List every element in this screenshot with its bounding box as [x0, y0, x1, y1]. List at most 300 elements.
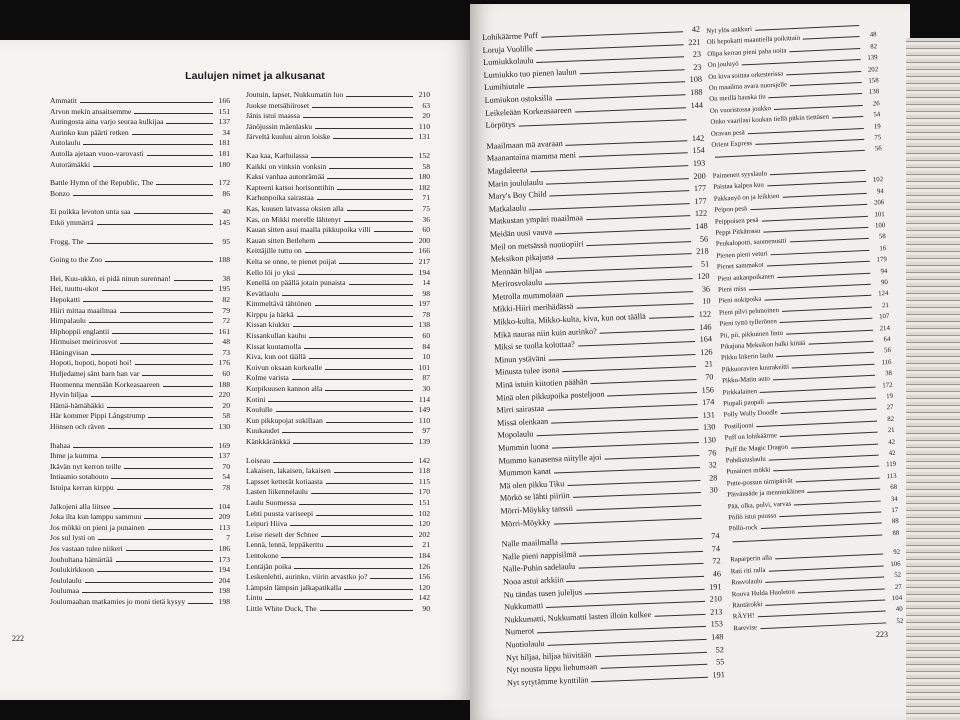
page-ref: 102: [872, 176, 884, 184]
leader-line: [796, 477, 880, 482]
page-ref: 21: [881, 301, 890, 310]
song-title: Rarevise: [733, 624, 758, 633]
group-gap: [50, 170, 230, 178]
index-entry: [246, 530, 430, 541]
leader-line: [349, 284, 413, 285]
leader-line: [268, 401, 413, 402]
song-title: Aurinko kun päärti retken: [50, 127, 129, 137]
index-entry: [246, 373, 430, 384]
page-ref: 82: [887, 415, 895, 423]
group-gap: [50, 266, 230, 274]
page-ref: 144: [690, 100, 704, 110]
page-ref: 138: [418, 320, 430, 330]
leader-line: [786, 329, 873, 334]
page-ref: 186: [218, 543, 230, 553]
leader-line: [91, 396, 213, 397]
song-title: Hepokatti: [50, 294, 80, 304]
page-ref: 56: [699, 233, 709, 244]
page-ref: 10: [702, 296, 711, 307]
leader-line: [166, 123, 213, 124]
page-ref: 142: [691, 133, 705, 143]
index-entry: [50, 565, 230, 576]
leader-line: [781, 409, 877, 414]
index-entry: [50, 502, 230, 513]
page-ref: 79: [222, 305, 230, 315]
page-ref: 7: [226, 533, 230, 543]
leader-line: [334, 472, 413, 473]
leader-line: [333, 138, 413, 139]
song-title: Hei, Kuu-ukko, ei pidä ninun surennan!: [50, 273, 171, 283]
leader-line: [755, 25, 859, 31]
page-ref: [869, 170, 883, 171]
song-title: Pirkkalainen: [722, 387, 758, 397]
index-entry: [246, 540, 430, 551]
leader-line: [761, 215, 867, 221]
page-ref: 42: [888, 449, 896, 458]
page-ref: 54: [222, 472, 230, 482]
page-ref: 32: [708, 460, 717, 470]
page-ref: 20: [222, 400, 230, 410]
song-title: Paimenen syyslaulu: [712, 170, 768, 180]
song-title: Etkö ymmärrä: [50, 217, 94, 227]
leader-line: [779, 512, 881, 518]
song-title: Marin joululaulu: [487, 177, 544, 189]
song-title: Nalle-Puhin sadelaulu: [502, 562, 576, 574]
song-title: Hiphoppii englantii: [50, 326, 110, 336]
page-ref: 172: [882, 381, 893, 389]
page-ref: 76: [707, 447, 717, 458]
song-title: Pikajuna Meksikon halki kiitää: [720, 339, 806, 351]
page-ref: 220: [218, 390, 230, 400]
index-entry: [246, 477, 430, 488]
song-title: Postiljooni: [724, 422, 754, 431]
leader-line: [344, 589, 413, 590]
song-title: Joululaulu: [50, 575, 82, 585]
page-ref: 63: [422, 100, 430, 110]
song-title: Peukalopotti, suomenustti: [715, 237, 787, 249]
song-title: Minun ystäväni: [494, 353, 546, 365]
index-entry: [50, 380, 230, 391]
leader-line: [580, 69, 685, 74]
page-ref: 97: [422, 426, 430, 436]
page-ref: 151: [218, 106, 230, 116]
leader-line: [329, 168, 413, 169]
leader-line: [120, 312, 213, 313]
page-ref: 78: [222, 483, 230, 492]
index-entry: [50, 472, 230, 483]
song-title: Räntärokki: [732, 600, 763, 610]
page-ref: 42: [691, 24, 701, 34]
page-ref: 209: [218, 512, 230, 522]
song-title: Mörri-Möykky: [500, 517, 551, 529]
song-title: Kuukaudet: [246, 426, 280, 436]
page-ref: 100: [874, 221, 886, 230]
page-ref: 58: [878, 233, 886, 241]
page-ref: 60: [422, 225, 430, 235]
song-title: Battle Hymn of the Republic, The: [50, 178, 154, 188]
page-ref: 94: [880, 267, 888, 275]
song-title: Ammatit: [50, 96, 77, 105]
song-title: Mörkö se lähti piiriin: [499, 491, 570, 504]
song-title: Lohikäärme Puff: [482, 30, 538, 42]
page-ref: 118: [418, 466, 430, 476]
index-entry: [50, 401, 230, 412]
song-title: Pikkuoravien kuurakeitti: [721, 363, 790, 374]
page-ref: 120: [697, 271, 710, 282]
index-entry: [246, 320, 430, 331]
index-column-3: [482, 24, 725, 690]
index-entry: [246, 162, 430, 173]
page-ref: 194: [218, 565, 230, 575]
group-gap: [50, 494, 230, 502]
leader-line: [808, 489, 881, 493]
page-ref: 126: [699, 347, 713, 357]
index-entry: [246, 437, 430, 448]
page-ref: 60: [222, 369, 230, 379]
leader-line: [315, 305, 413, 306]
page-ref: 58: [222, 411, 230, 421]
leader-line: [325, 390, 413, 391]
song-title: Jos sul lysti on: [50, 533, 95, 543]
index-entry: [50, 358, 230, 369]
song-title: Mennään hiljaa: [491, 265, 543, 277]
index-entry: [50, 237, 230, 248]
index-entry: [246, 604, 430, 615]
leader-line: [108, 428, 213, 429]
page-ref: 179: [876, 256, 887, 264]
leader-line: [147, 155, 213, 156]
song-title: Hyvin hiljaa: [50, 390, 88, 400]
leader-line: [80, 102, 213, 103]
song-title: Pöllö istui puussa: [728, 512, 777, 522]
index-entry: [246, 111, 430, 122]
index-entry: [50, 284, 230, 295]
page-ref: 58: [422, 161, 430, 171]
index-entry: [50, 462, 230, 473]
page-ref: 55: [715, 657, 725, 667]
song-title: Loiseau: [246, 455, 271, 465]
page-ref: 177: [693, 183, 707, 194]
song-title: Kirppu ja härkä: [246, 309, 294, 319]
leader-line: [591, 676, 708, 681]
leader-line: [83, 144, 213, 145]
song-title: Minä olen pikkupoika posteljoon: [495, 389, 605, 403]
index-entry: [246, 101, 430, 112]
song-title: Jos mökki on pieni ja punainen: [50, 522, 145, 532]
song-title: Auringosta aina varjo seuraa kulkijaa: [50, 117, 164, 127]
song-title: Little White Duck, The: [246, 603, 317, 613]
song-title: Mä olen pikku Tiku: [499, 478, 565, 491]
leader-line: [773, 375, 875, 381]
leader-line: [789, 238, 868, 243]
leader-line: [654, 614, 705, 617]
page-ref: 139: [867, 54, 878, 62]
leader-line: [600, 664, 707, 669]
song-title: Metrolla mummolaan: [492, 289, 564, 302]
leader-line: [132, 134, 213, 135]
song-title: Going to the Zoo: [50, 255, 103, 265]
song-title: Oravan pesä: [710, 129, 745, 138]
leader-line: [791, 443, 878, 448]
page-ref: 130: [218, 422, 230, 432]
leader-line: [282, 432, 413, 433]
page-ref: 177: [694, 196, 707, 206]
index-entry: [246, 426, 430, 437]
song-title: Himpalaulu: [50, 316, 86, 326]
page-ref: 38: [885, 370, 893, 378]
index-entry: [246, 405, 430, 416]
page-ref: 74: [711, 531, 720, 541]
song-title: Meidän uusi vauva: [489, 227, 553, 239]
page-ref: 82: [222, 294, 230, 304]
page-ref: 56: [874, 145, 882, 153]
index-entry: [50, 316, 230, 327]
song-title: Meksikon pikajuna: [490, 252, 554, 264]
page-ref: 36: [422, 214, 430, 224]
leader-line: [112, 333, 213, 334]
song-title: Ikävän nyt kerron teille: [50, 461, 122, 471]
leader-line: [326, 483, 413, 484]
leader-line: [101, 457, 213, 458]
song-title: Minä istuin kiitotien päähän: [495, 377, 588, 390]
song-title: Numerot: [504, 626, 535, 637]
leader-line: [780, 318, 873, 323]
page-ref: 126: [418, 561, 430, 571]
song-title: Nukkumatti, Nukkumatti lasten illoin kulkee: [504, 609, 652, 625]
page-ref: 104: [891, 594, 903, 603]
song-title: Nuotiolaulu: [505, 638, 545, 650]
page-ref: 34: [222, 127, 230, 137]
leader-line: [649, 316, 694, 319]
leader-line: [290, 525, 413, 526]
leader-line: [585, 588, 704, 594]
index-column-1: [50, 96, 230, 608]
leader-line: [808, 341, 873, 345]
leader-line: [120, 343, 213, 344]
song-title: Mörri-Möykky tanssii: [500, 503, 574, 516]
leader-line: [771, 250, 870, 255]
leader-line: [93, 166, 213, 167]
index-entry: [246, 215, 430, 226]
page-ref: 108: [689, 74, 703, 85]
leader-line: [774, 466, 880, 472]
leader-line: [794, 500, 881, 505]
song-title: Nalle maailmalla: [501, 537, 558, 549]
index-entry: [246, 246, 430, 257]
index-entry: [246, 551, 430, 562]
song-title: Meil on metsässä nuotiopiiri: [490, 238, 584, 252]
leader-line: [276, 411, 413, 412]
index-column-2: [246, 90, 430, 615]
song-title: Pieni miss: [717, 285, 747, 294]
song-title: Juokse metsähiiroset: [246, 100, 310, 110]
song-title: Känkkäränkkä: [246, 437, 291, 446]
leader-line: [163, 386, 213, 387]
leader-line: [309, 358, 413, 359]
leader-line: [305, 252, 413, 253]
leader-line: [566, 140, 688, 146]
group-gap: [50, 199, 230, 207]
page-ref: 173: [218, 554, 230, 564]
song-title: Lumiukkolaulu: [483, 56, 534, 68]
song-title: Jänöjussin mäenlasku: [246, 121, 313, 131]
song-title: Pienet sammakot: [716, 261, 764, 271]
page-ref: 200: [418, 235, 430, 245]
index-entry: [50, 306, 230, 317]
song-title: On meillä hauska tiu: [709, 93, 766, 104]
leader-line: [316, 515, 413, 516]
song-title: Puff the Magic Dragon: [725, 443, 789, 454]
leader-line: [85, 582, 213, 583]
index-entry: [246, 331, 430, 342]
page-ref: 75: [874, 134, 882, 142]
leader-line: [344, 221, 413, 222]
leader-line: [591, 379, 697, 384]
leader-line: [347, 210, 413, 211]
page-ref: 110: [418, 415, 430, 425]
song-title: Pieni ankanpoikanen: [717, 272, 775, 283]
index-entry: [246, 487, 430, 498]
page-ref: 27: [886, 404, 894, 412]
page-ref: 214: [879, 324, 891, 332]
page-ref: 16: [879, 244, 887, 253]
leader-line: [782, 193, 866, 198]
song-title: Frogg, The: [50, 236, 84, 246]
song-title: Hämä-hämähäkki: [50, 400, 104, 410]
song-title: Puhdistuslaulu: [725, 455, 766, 465]
song-title: Mummin luona: [497, 441, 549, 453]
index-entry: [50, 555, 230, 566]
page-ref: 104: [218, 501, 230, 511]
page-ref: 130: [702, 422, 716, 433]
leader-line: [798, 588, 885, 593]
song-title: Hiiri mittaa maailmaa: [50, 305, 117, 315]
page-number: 222: [12, 634, 24, 643]
leader-line: [303, 117, 413, 118]
song-title: Kissat kuutamolla: [246, 341, 302, 351]
page-ref: 23: [693, 62, 702, 72]
page-ref: 101: [418, 362, 430, 372]
index-entry: [246, 225, 430, 236]
song-title: Autolaulu: [50, 138, 81, 148]
leader-line: [832, 116, 863, 118]
song-title: Lumiukko tuo pienen laulun: [483, 67, 577, 80]
song-title: Nalle pieni nappisilmä: [501, 549, 577, 562]
page-ref: 114: [418, 394, 430, 404]
page-ref: 148: [695, 221, 708, 231]
song-title: Mummon kanat: [498, 466, 552, 478]
page-ref: 169: [218, 440, 230, 450]
index-entry: [50, 348, 230, 359]
index-entry: [246, 172, 430, 183]
leader-line: [113, 508, 213, 509]
song-title: Lumihiutale: [483, 81, 525, 93]
leader-line: [73, 447, 213, 448]
leader-line: [790, 82, 862, 86]
index-entry: [50, 295, 230, 306]
page-ref: 86: [222, 188, 230, 198]
page-ref: 92: [893, 549, 901, 557]
page-ref: 142: [418, 593, 430, 603]
leader-line: [326, 546, 413, 547]
page-ref: 195: [218, 284, 230, 294]
page-ref: 158: [868, 77, 879, 85]
song-title: Paistaa kalpea kuu: [713, 181, 765, 192]
song-title: Hopoti, hopoti, hopoti hoi!: [50, 358, 132, 368]
page-ref: 52: [894, 571, 902, 580]
page-ref: 137: [218, 117, 230, 127]
song-title: Nyt nousta lippu liehumaan: [506, 662, 598, 675]
index-entry: [50, 369, 230, 380]
song-title: Kimmeltävä tähtönen: [246, 299, 312, 309]
page-ref: 151: [418, 497, 430, 507]
index-entry: [50, 218, 230, 229]
group-gap: [50, 433, 230, 441]
song-title: Kevätlaulu: [246, 288, 280, 298]
page-ref: 210: [709, 594, 723, 604]
leader-line: [311, 157, 413, 158]
index-entry: [246, 456, 430, 467]
page-ref: 21: [887, 427, 895, 435]
song-title: Pikku Inkerin laulu: [720, 352, 774, 363]
index-entry: [246, 519, 430, 530]
page-ref: 166: [418, 246, 430, 256]
song-title: Lumiukon ostoksilla: [484, 93, 553, 105]
song-title: Lennä, lennä, leppäkerttu: [246, 540, 324, 550]
index-entry: [246, 132, 430, 143]
index-entry: [246, 183, 430, 194]
song-title: Kelta se onne, te pienet poijat: [246, 256, 337, 266]
song-title: Karhunpoika sairastaa: [246, 193, 314, 203]
leader-line: [786, 71, 861, 75]
page-ref: 198: [218, 586, 230, 596]
index-entry: [50, 533, 230, 544]
page-ref: 74: [711, 543, 721, 554]
song-title: Olipa kerran pieni paha noita: [707, 47, 787, 58]
song-title: Pii, pii, pikkuinen lintu: [719, 329, 784, 340]
leader-line: [282, 295, 413, 296]
song-title: Intiaanio sotahouto: [50, 472, 109, 482]
leader-line: [98, 539, 213, 540]
leader-line: [73, 195, 213, 196]
group-gap: [50, 247, 230, 255]
song-title: Kissan kiukku: [246, 320, 290, 330]
song-title: Mummo kanasensa niitylle ajoi: [498, 452, 602, 466]
index-entry: [50, 149, 230, 160]
page-ref: 110: [418, 121, 430, 131]
leader-line: [600, 329, 695, 334]
index-entry: [50, 107, 230, 118]
index-entry: [50, 523, 230, 534]
page-ref: 115: [418, 476, 430, 486]
leader-line: [767, 398, 876, 404]
page-ref: 174: [701, 397, 715, 408]
leader-line: [567, 480, 700, 486]
leader-line: [82, 592, 213, 593]
page-ref: 14: [422, 278, 430, 288]
left-page: [0, 40, 472, 700]
page-ref: 142: [418, 455, 430, 465]
song-title: Nyt hiljaa, hiljaa hiivitään: [505, 649, 592, 663]
leader-line: [555, 228, 691, 234]
leader-line: [579, 551, 703, 557]
page-ref: 19: [873, 122, 881, 131]
leader-line: [105, 261, 213, 262]
song-title: Mikko-kulta, Mikko-kulta, kiva, kun oot täällä: [492, 311, 647, 327]
song-title: Joka ilta kun lamppu sammuu: [50, 512, 142, 522]
page-ref: 217: [418, 256, 430, 266]
song-title: Järveltä kuuluu airon loiske: [246, 132, 331, 142]
